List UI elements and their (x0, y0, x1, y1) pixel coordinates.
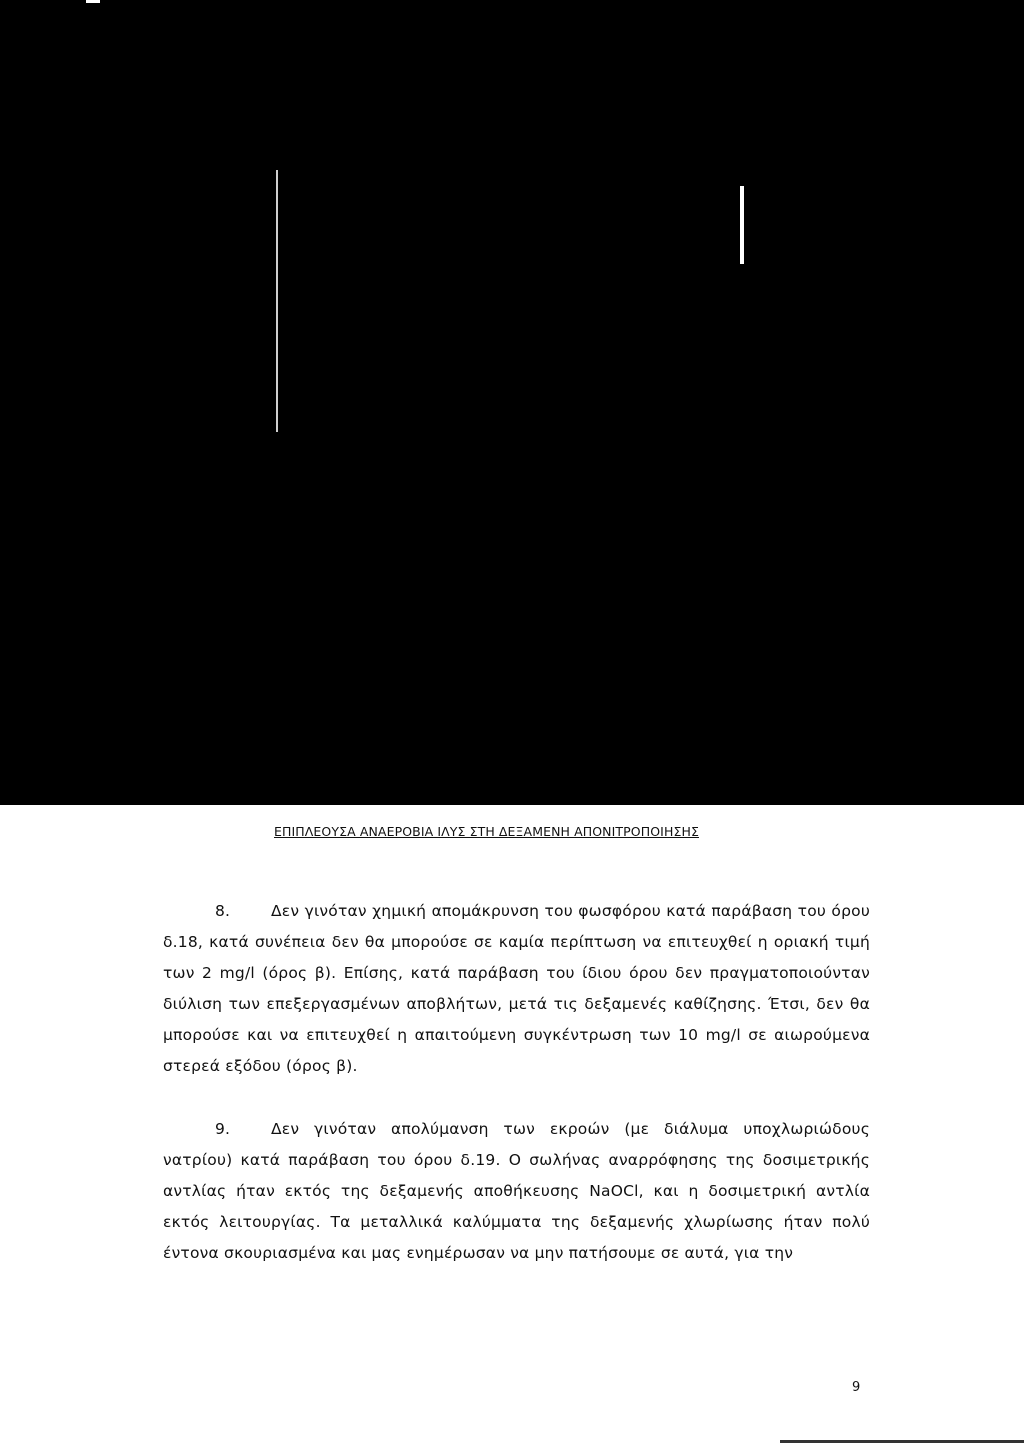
paragraph-number: 8. (215, 902, 231, 920)
scan-mark (86, 0, 100, 3)
page-number: 9 (852, 1380, 861, 1395)
paragraph-text: Δεν γινόταν χημική απομάκρυνση του φωσφόρου κατά παράβαση του όρου δ.18, κατά συνέπεια δεν θα μπορούσε σε καμία περίπτωση να επιτευχθεί η οριακή τιμή των 2 mg/l (όρος β). Επίσης, κατά παράβαση του ίδιου όρου δεν πραγματοποιούνταν διύλιση των επεξεργασμένων αποβλήτων, μετά τις δεξαμενές καθίζησης. Έτσι, δεν θα μπορούσε και να επιτευχθεί η απαιτούμενη συγκέντρωση των 10 mg/l σε αιωρούμενα στερεά εξόδου (όρος β). (163, 902, 870, 1075)
photo-border-line-right (740, 186, 744, 264)
paragraph-number: 9. (215, 1120, 231, 1138)
paragraph-9 (163, 1114, 870, 1269)
figure-caption: ΕΠΙΠΛΕΟΥΣΑ ΑΝΑΕΡΟΒΙΑ ΙΛΥΣ ΣΤΗ ΔΕΞΑΜΕΝΗ ΑΠΟΝΙΤΡΟΠΟΙΗΣΗΣ (274, 824, 699, 839)
bottom-scan-rule (780, 1440, 1024, 1443)
photo-border-line-left (276, 170, 278, 432)
paragraph-8 (163, 896, 870, 1082)
paragraph-text: Δεν γινόταν απολύμανση των εκροών (με διάλυμα υποχλωριώδους νατρίου) κατά παράβαση του όρου δ.19. Ο σωλήνας αναρρόφησης της δοσιμετρικής αντλίας ήταν εκτός της δεξαμενής αποθήκευσης NaOCl, και η δοσιμετρική αντλία εκτός λειτουργίας. Τα μεταλλικά καλύμματα της δεξαμενής χλωρίωσης ήταν πολύ έντονα σκουριασμένα και μας ενημέρωσαν να μην πατήσουμε σε αυτά, για την (163, 1120, 870, 1262)
